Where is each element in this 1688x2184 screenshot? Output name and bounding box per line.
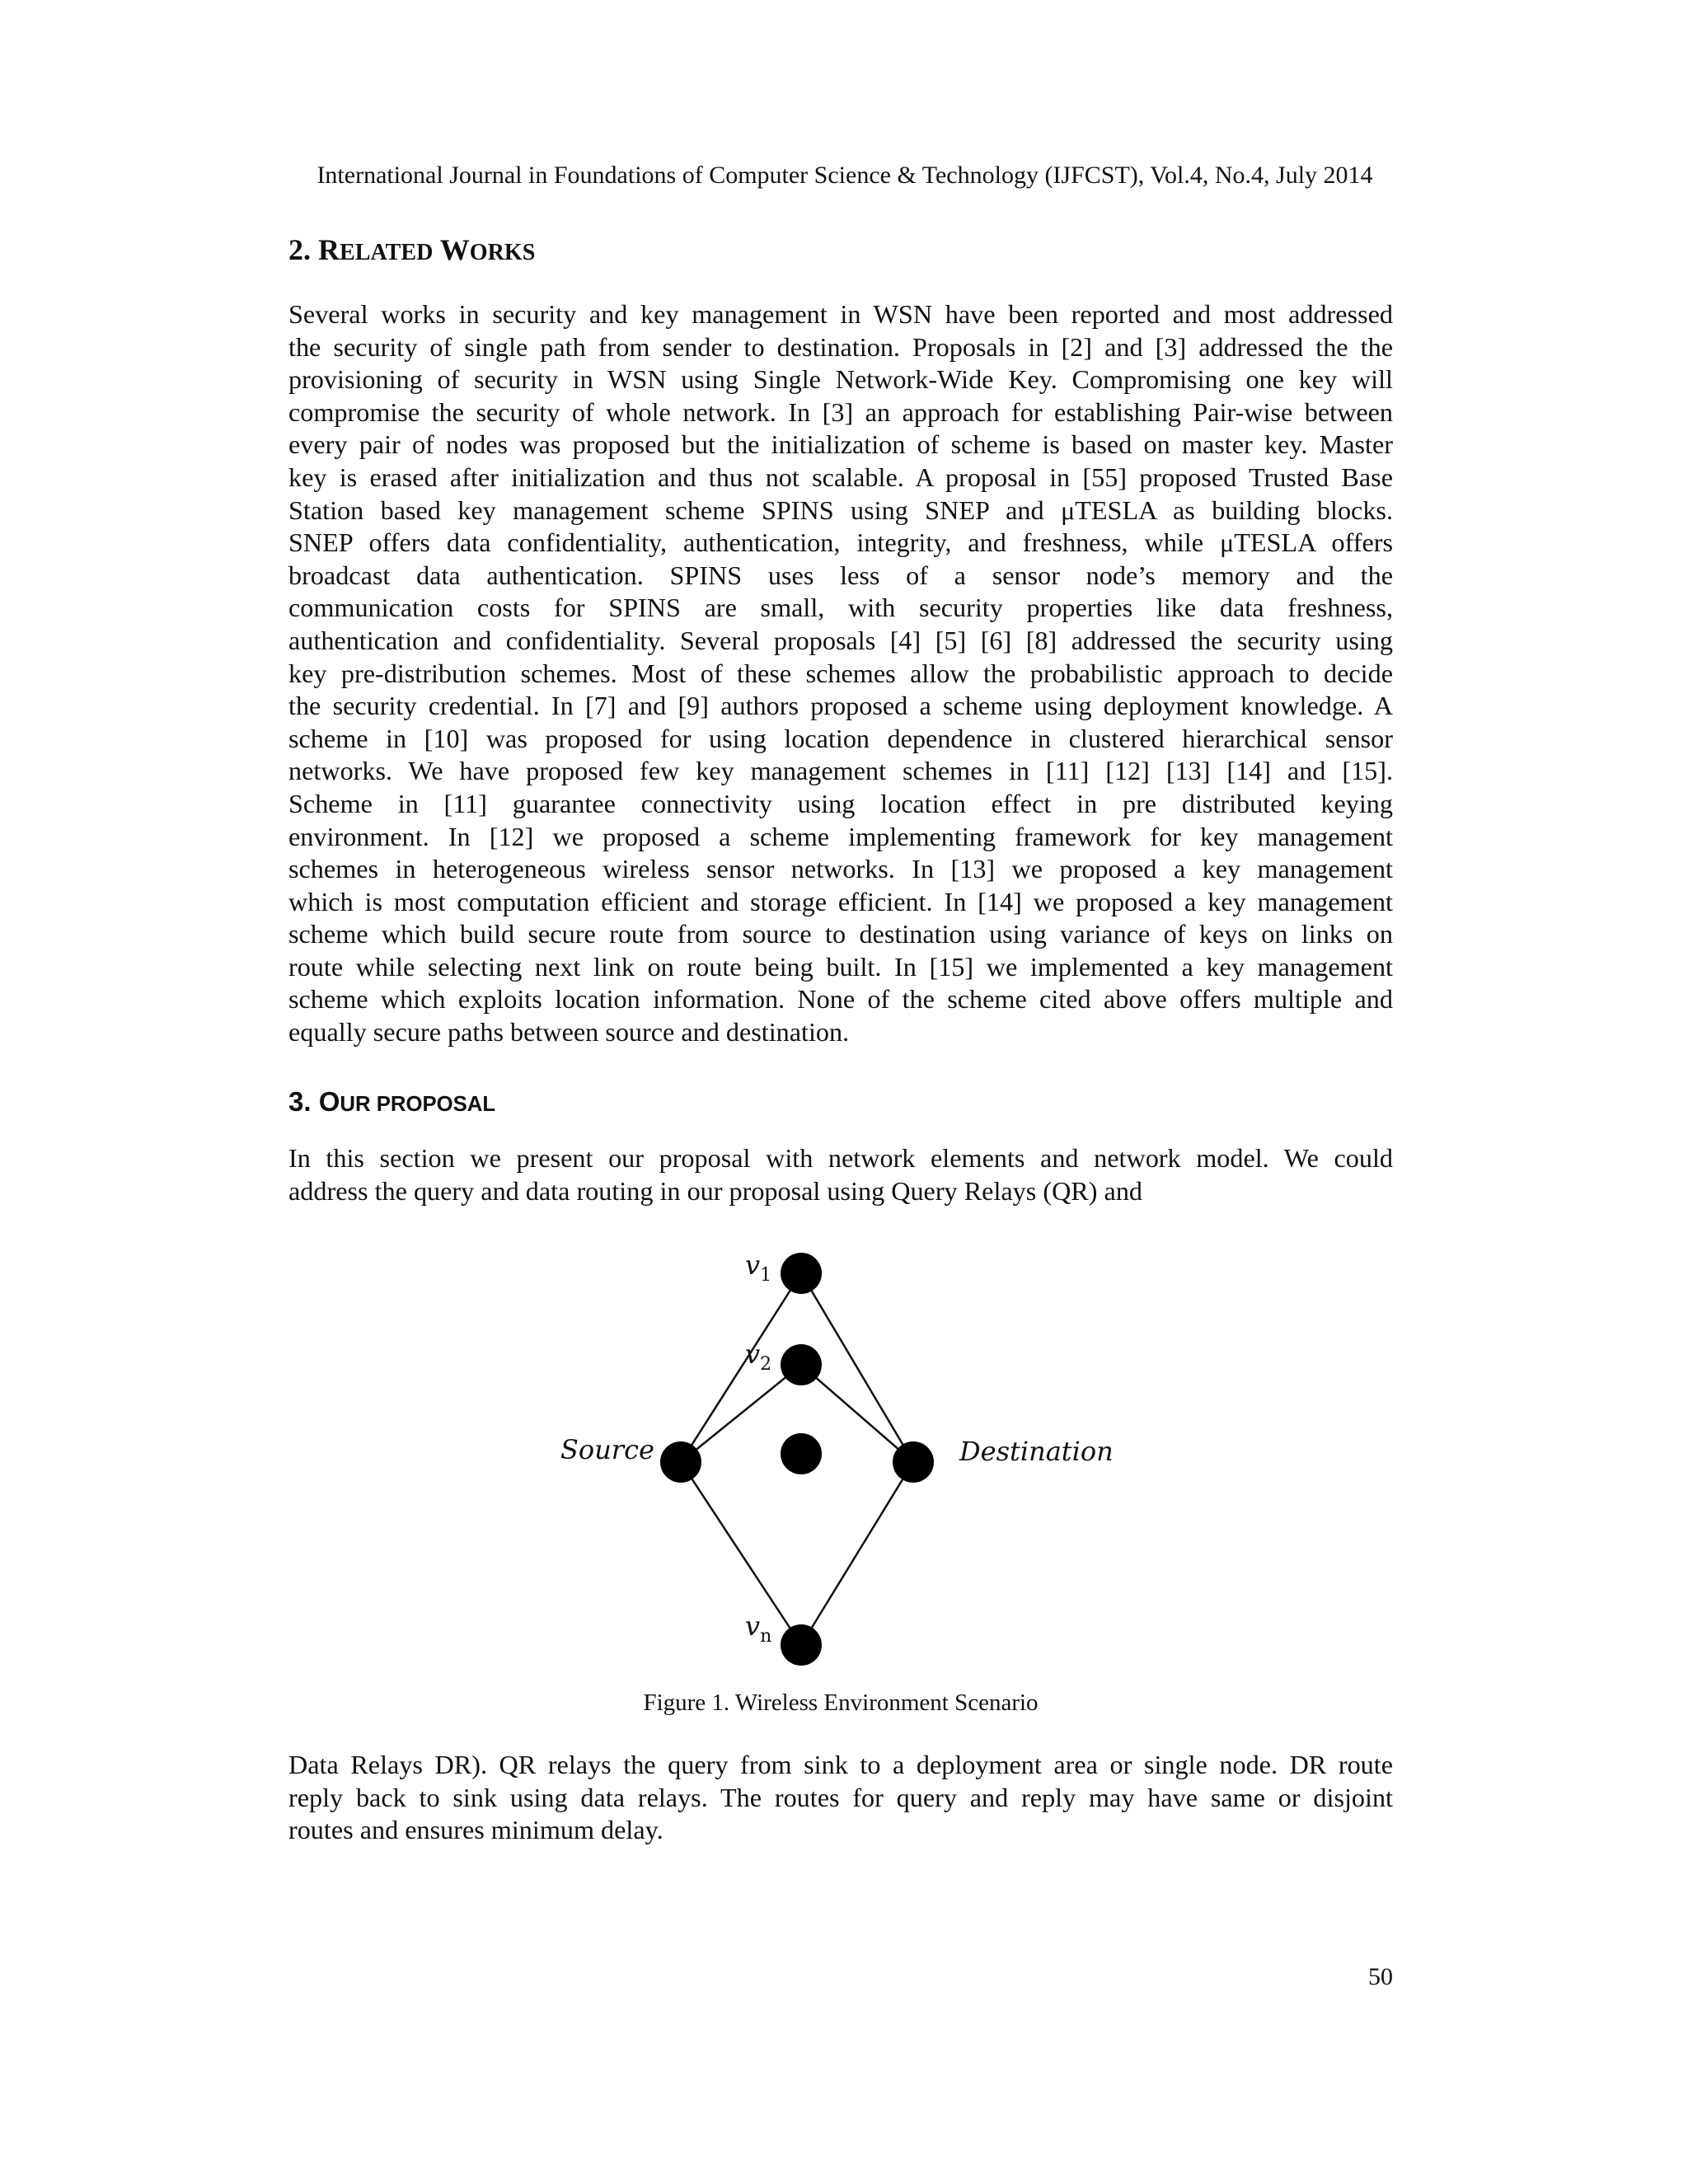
node-source bbox=[660, 1441, 701, 1483]
text-line: authentication and confidentiality. Several proposals [4] [5] [6] [8] addressed the security using bbox=[288, 625, 1393, 655]
text-line: which is most computation efficient and storage efficient. In [14] we proposed a key management bbox=[288, 886, 1393, 916]
figure-caption: Figure 1. Wireless Environment Scenario bbox=[643, 1690, 1039, 1716]
text-line: routes and ensures minimum delay. bbox=[288, 1815, 663, 1845]
text-line: key pre-distribution schemes. Most of these schemes allow the probabilistic approach to decide bbox=[288, 658, 1393, 688]
text-line: SNEP offers data confidentiality, authentication, integrity, and freshness, while μTESLA offers bbox=[288, 527, 1393, 558]
section-3-heading bbox=[288, 1086, 495, 1118]
text-line: schemes in heterogeneous wireless sensor networks. In [13] we proposed a key management bbox=[288, 854, 1393, 884]
label-source: Source bbox=[560, 1434, 654, 1465]
edge-source-vn bbox=[681, 1462, 801, 1645]
text-line: Data Relays DR). QR relays the query from sink to a deployment area or single node. DR route bbox=[288, 1750, 1393, 1779]
text-line: scheme which build secure route from source to destination using variance of keys on links on bbox=[288, 919, 1393, 949]
section-2-number: 2. bbox=[288, 233, 311, 266]
section-2-title-initial-2: W bbox=[439, 233, 470, 266]
text-line: Scheme in [11] guarantee connectivity using location effect in pre distributed keying bbox=[288, 788, 1393, 818]
continuation-paragraph bbox=[288, 1749, 1393, 1847]
text-line: Station based key management scheme SPINS using SNEP and μTESLA as building blocks. bbox=[288, 494, 1393, 525]
text-line: networks. We have proposed few key management schemes in [11] [12] [13] [14] and [15]. bbox=[288, 756, 1393, 786]
text-line: environment. In [12] we proposed a scheme implementing framework for key management bbox=[288, 821, 1393, 851]
text-line: scheme which exploits location information. None of the scheme cited above offers multiple and bbox=[288, 984, 1393, 1015]
label-vn: vn bbox=[745, 1610, 772, 1647]
section-2-title-rest: ELATED bbox=[340, 240, 434, 265]
node-v2 bbox=[781, 1344, 822, 1385]
section-3-title-rest: UR PROPOSAL bbox=[340, 1093, 496, 1116]
text-line: Several works in security and key management in WSN have been reported and most addressed bbox=[288, 299, 1393, 329]
section-3-title-initial: O bbox=[318, 1086, 340, 1117]
wireless-scenario-diagram bbox=[0, 1236, 1688, 1681]
section-2-heading bbox=[288, 232, 535, 267]
text-line: every pair of nodes was proposed but the initialization of scheme is based on master key. Master bbox=[288, 429, 1393, 460]
proposal-paragraph bbox=[288, 1142, 1393, 1207]
page-number: 50 bbox=[1368, 1963, 1393, 1990]
text-line: route while selecting next link on route being built. In [15] we implemented a key management bbox=[288, 951, 1393, 982]
related-works-paragraph bbox=[288, 298, 1393, 1049]
text-line: communication costs for SPINS are small, with security properties like data freshness, bbox=[288, 593, 1393, 623]
label-v1: v1 bbox=[745, 1249, 772, 1286]
edge-vn-destination bbox=[801, 1462, 913, 1645]
node-vn bbox=[781, 1624, 822, 1666]
node-destination bbox=[893, 1441, 934, 1483]
text-line: reply back to sink using data relays. The routes for query and reply may have same or disjoint bbox=[288, 1782, 1393, 1812]
text-line: scheme in [10] was proposed for using location dependence in clustered hierarchical sensor bbox=[288, 723, 1393, 753]
text-line: the security of single path from sender to destination. Proposals in [2] and [3] addressed the the bbox=[288, 331, 1393, 362]
label-v2: v2 bbox=[745, 1338, 772, 1375]
running-header: International Journal in Foundations of Computer Science & Technology (IJFCST), Vol.4, No.4, July 2014 bbox=[316, 162, 1373, 189]
text-line: address the query and data routing in our proposal using Query Relays (QR) and bbox=[288, 1175, 1143, 1206]
label-destination: Destination bbox=[959, 1436, 1114, 1467]
section-2-title-rest-2: ORKS bbox=[469, 240, 536, 265]
text-line: key is erased after initialization and thus not scalable. A proposal in [55] proposed Trusted Base bbox=[288, 462, 1393, 492]
diagram-nodes bbox=[660, 1253, 934, 1666]
text-line: the security credential. In [7] and [9] authors proposed a scheme using deployment knowledge. A bbox=[288, 691, 1393, 721]
node-middle bbox=[781, 1433, 822, 1474]
text-line: compromise the security of whole network. In [3] an approach for establishing Pair-wise between bbox=[288, 396, 1393, 427]
section-2-title-initial: R bbox=[318, 233, 340, 266]
section-3-number: 3. bbox=[288, 1086, 312, 1117]
text-line: broadcast data authentication. SPINS uses less of a sensor node’s memory and the bbox=[288, 560, 1393, 590]
node-v1 bbox=[781, 1253, 822, 1294]
text-line: provisioning of security in WSN using Single Network-Wide Key. Compromising one key will bbox=[288, 364, 1393, 395]
text-line: equally secure paths between source and destination. bbox=[288, 1017, 850, 1047]
text-line: In this section we present our proposal with network elements and network model. We could bbox=[288, 1143, 1393, 1173]
